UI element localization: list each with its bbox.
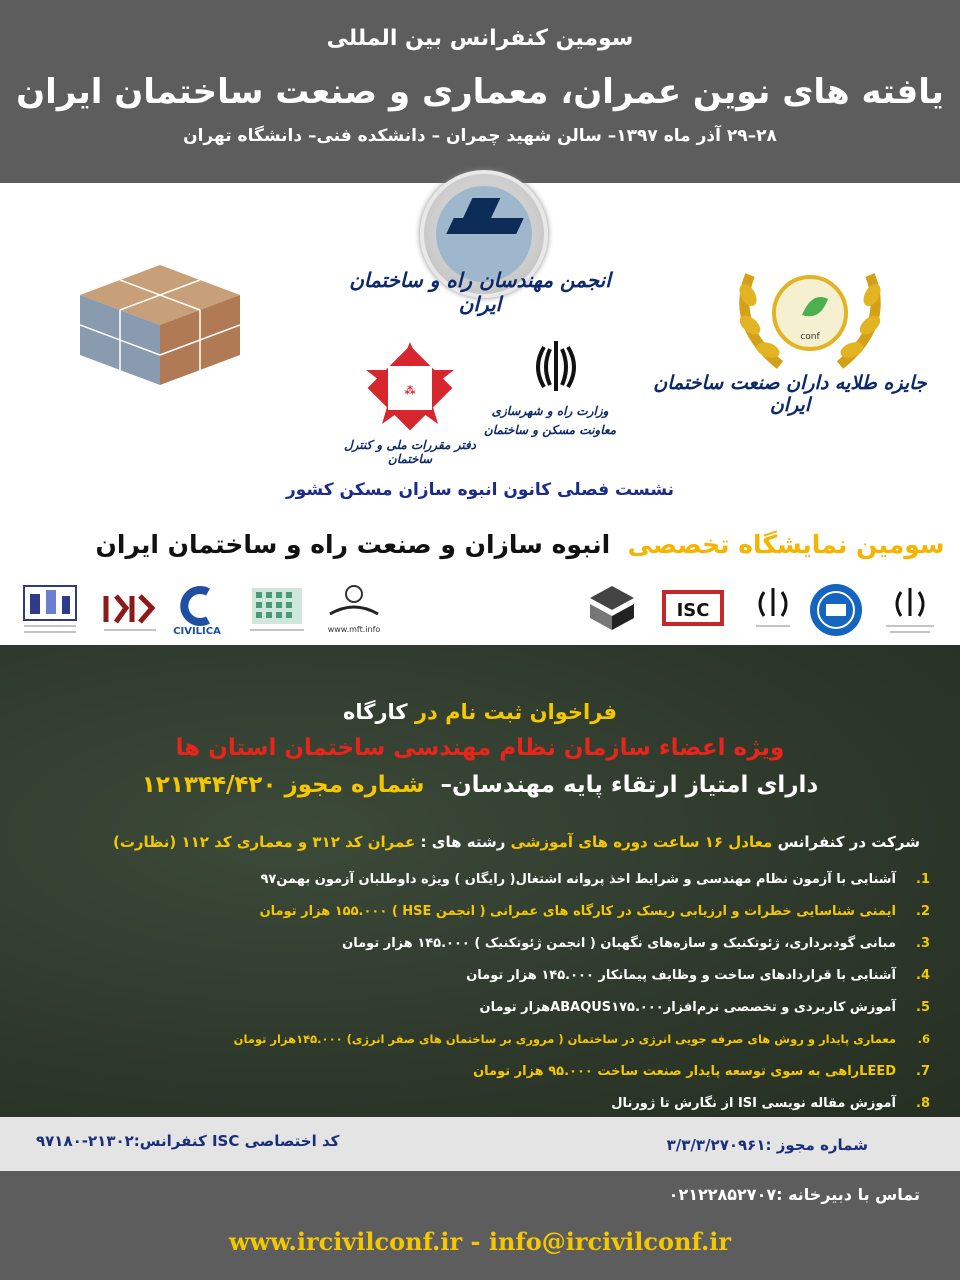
- header-banner: [0, 0, 960, 183]
- golden-award-name: جایزه طلایه داران صنعت ساختمان ایران: [653, 372, 927, 416]
- conference-title: یافته های نوین عمران، معماری و صنعت ساختمان ایران: [16, 72, 944, 112]
- list-item: 3. مبانی گودبرداری، ژئوتکنیک و سازه‌های نگهبان ( انجمن ژئوتکنیک ) ۱۴۵.۰۰۰ هزار تومان: [342, 936, 930, 951]
- national-building-office-logo: [362, 340, 458, 436]
- sponsor-grid-logo: [246, 582, 308, 638]
- points-line: دارای امتیاز ارتقاء پایه مهندسان– شماره مجوز ۱۲۱۳۴۴/۴۲۰: [141, 772, 819, 798]
- exhibition-title: سومین نمایشگاه تخصصی انبوه سازان و صنعت راه و ساختمان ایران: [95, 530, 945, 559]
- svg-text:CIVILICA: CIVILICA: [173, 626, 221, 637]
- list-item: 2. ایمنی شناسایی خطرات و ارزیابی ریسک در کارگاه های عمرانی ( انجمن HSE ) ۱۵۵.۰۰۰ هزار تومان: [259, 904, 930, 919]
- list-item: 6. معماری پایدار و روش های صرفه جویی انرژی در ساختمان ( مروری بر ساختمان های صفر انرژی) ۱۴۵.۰۰۰هزار تومان: [233, 1032, 930, 1046]
- list-item: 7. LEEDراهی به سوی توسعه پایدار صنعت ساخت ۹۵.۰۰۰ هزار تومان: [473, 1064, 930, 1079]
- sponsor-building-logo: [20, 582, 80, 638]
- ministry-road-icon: [750, 582, 796, 638]
- science-ministry-icon: [880, 582, 940, 638]
- website-email-link[interactable]: www.ircivilconf.ir - info@ircivilconf.ir: [228, 1227, 732, 1256]
- national-building-office-name: دفتر مقررات ملی و کنترل ساختمان: [343, 438, 477, 466]
- ministry-name: وزارت راه و شهرسازی معاونت مسکن و ساختمان: [483, 404, 617, 437]
- meeting-title: نشست فصلی کانون انبوه سازان مسکن کشور: [285, 480, 675, 500]
- sponsor-engineers-logo: [100, 582, 160, 638]
- road-association-name: انجمن مهندسان راه و ساختمان ایران: [349, 268, 611, 316]
- list-item: 1. آشنایی با آزمون نظام مهندسی و شرایط اخذ پروانه اشتغال( رایگان ) ویژه داوطلبان آزمون بهمن۹۷: [260, 872, 930, 887]
- list-item: 5. آموزش کاربردی و تخصصی نرم‌افزارABAQUS۱۷۵.۰۰۰هزار تومان: [479, 1000, 930, 1015]
- isc-logo: [660, 582, 726, 638]
- svg-text:www.mft.info: www.mft.info: [327, 625, 381, 634]
- contact-phone: تماس با دبیرخانه :۰۲۱۲۲۸۵۲۷۰۷: [668, 1185, 920, 1204]
- members-heading: ویژه اعضاء سازمان نظام مهندسی ساختمان استان ها: [175, 735, 785, 761]
- building-collage-image: [80, 265, 240, 385]
- conference-date-venue: ۲۸–۲۹ آذر ماه ۱۳۹۷– سالن شهید چمران – دانشکده فنی– دانشگاه تهران: [183, 126, 777, 146]
- registration-call: فراخوان ثبت نام در کارگاه: [342, 700, 618, 724]
- mft-logo: [316, 582, 392, 638]
- golden-award-wreath-icon: [720, 255, 900, 375]
- svg-text:ISC: ISC: [676, 600, 710, 621]
- svg-text:conf: conf: [800, 332, 820, 342]
- license-number: شماره مجوز :۳/۳/۳/۲۷۰۹۶۱: [666, 1136, 868, 1154]
- civilica-logo: [164, 582, 230, 638]
- course-list: [140, 872, 930, 1128]
- sara-institute-logo: [586, 582, 638, 638]
- isc-code: کد اختصاصی ISC کنفرانس:۲۱۳۰۲-۹۷۱۸۰: [36, 1132, 340, 1150]
- conference-subtitle: سومین کنفرانس بین المللی: [326, 26, 634, 51]
- svg-text:⁂: ⁂: [404, 384, 416, 397]
- tehran-university-logo: [808, 582, 864, 638]
- list-item: 8. آموزش مقاله نویسی ISI از نگارش تا ژورنال: [611, 1096, 930, 1111]
- iran-emblem-icon: [528, 337, 584, 397]
- course-intro: شرکت در کنفرانس معادل ۱۶ ساعت دوره های آموزشی رشته های : عمران کد ۳۱۲ و معماری کد ۱۱۲ (نظارت): [112, 833, 920, 851]
- list-item: 4. آشنایی با قراردادهای ساخت و وظایف پیمانکار ۱۴۵.۰۰۰ هزار تومان: [466, 968, 930, 983]
